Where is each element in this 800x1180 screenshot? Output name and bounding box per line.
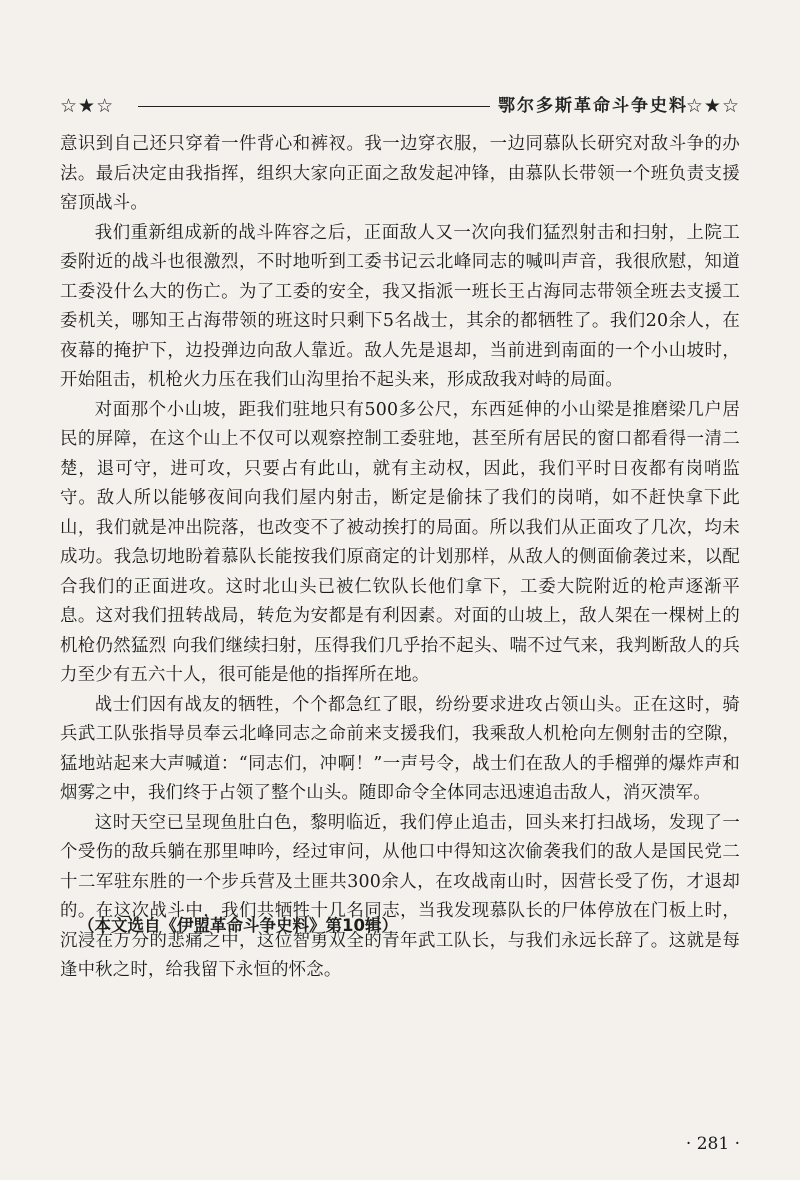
paragraph-continued: 意识到自己还只穿着一件背心和裤衩。我一边穿衣服，一边同慕队长研究对敌斗争的办法。最后决定由我指挥，组织大家向正面之敌发起冲锋，由慕队长带领一个班负责支援窑顶战斗。 bbox=[60, 134, 740, 213]
page-number: · 281 · bbox=[685, 1134, 740, 1154]
source-note: （本文选自《伊盟革命斗争史料》第10辑） bbox=[78, 916, 398, 935]
header-stars-left: ☆★☆ bbox=[60, 95, 115, 117]
header-rule bbox=[138, 106, 490, 107]
running-header bbox=[60, 93, 740, 119]
paragraph: 对面那个小山坡，距我们驻地只有500多公尺，东西延伸的小山梁是推磨梁几户居民的屏障，在这个山上不仅可以观察控制工委驻地，甚至所有居民的窗口都看得一清二楚，退可守，进可攻，只要占有此山，就有主动权，因此，我们平时日夜都有岗哨监守。敌人所以能够夜间向我们屋内射击，断定是偷抹了我们的岗哨，如不赶快拿下此山，我们就是冲出院落，也改变不了被动挨打的局面。所以我们从正面攻了几次，均未成功。我急切地盼着慕队长能按我们原商定的计划那样，从敌人的侧面偷袭过来，以配合我们的正面进攻。这时北山头已被仁钦队长他们拿下，工委大院附近的枪声逐渐平息。这对我们扭转战局，转危为安都是有利因素。对面的山坡上，敌人架在一棵树上的机枪仍然猛烈 向我们继续扫射，压得我们几乎抬不起头、喘不过气来，我判断敌人的兵力至少有五六十人，很可能是他的指挥所在地。 bbox=[60, 399, 740, 685]
paragraph: 战士们因有战友的牺牲，个个都急红了眼，纷纷要求进攻占领山头。正在这时，骑兵武工队张指导员奉云北峰同志之命前来支援我们，我乘敌人机枪向左侧射击的空隙，猛地站起来大声喊道：“同志们，冲啊！”一声号令，战士们在敌人的手榴弹的爆炸声和烟雾之中，我们终于占领了整个山头。随即命令全体同志迅速追击敌人，消灭溃军。 bbox=[60, 694, 740, 803]
header-stars-right: ☆★☆ bbox=[685, 95, 740, 117]
article-body bbox=[60, 130, 740, 986]
journal-title: 鄂尔多斯革命斗争史料 bbox=[498, 96, 688, 116]
paragraph: 我们重新组成新的战斗阵容之后，正面敌人又一次向我们猛烈射击和扫射，上院工委附近的战斗也很激烈，不时地听到工委书记云北峰同志的喊叫声音，我很欣慰，知道工委没什么大的伤亡。为了工委的安全，我又指派一班长王占海同志带领全班去支援工委机关，哪知王占海带领的班这时只剩下5名战士，其余的都牺牲了。我们20余人，在夜幕的掩护下，边投弹边向敌人靠近。敌人先是退却，当前进到南面的一个小山坡时，开始阻击，机枪火力压在我们山沟里抬不起头来，形成敌我对峙的局面。 bbox=[60, 222, 740, 390]
paragraph: 这时天空已呈现鱼肚白色，黎明临近，我们停止追击，回头来打扫战场，发现了一个受伤的敌兵躺在那里呻吟，经过审问，从他口中得知这次偷袭我们的敌人是国民党二十二军驻东胜的一个步兵营及土匪共300余人，在攻战南山时，因营长受了伤，才退却的。在这次战斗中，我们共牺牲十几名同志，当我发现慕队长的尸体停放在门板上时，沉浸在万分的悲痛之中，这位智勇双全的青年武工队长，与我们永远长辞了。这就是每逢中秋之时，给我留下永恒的怀念。 bbox=[60, 812, 740, 980]
